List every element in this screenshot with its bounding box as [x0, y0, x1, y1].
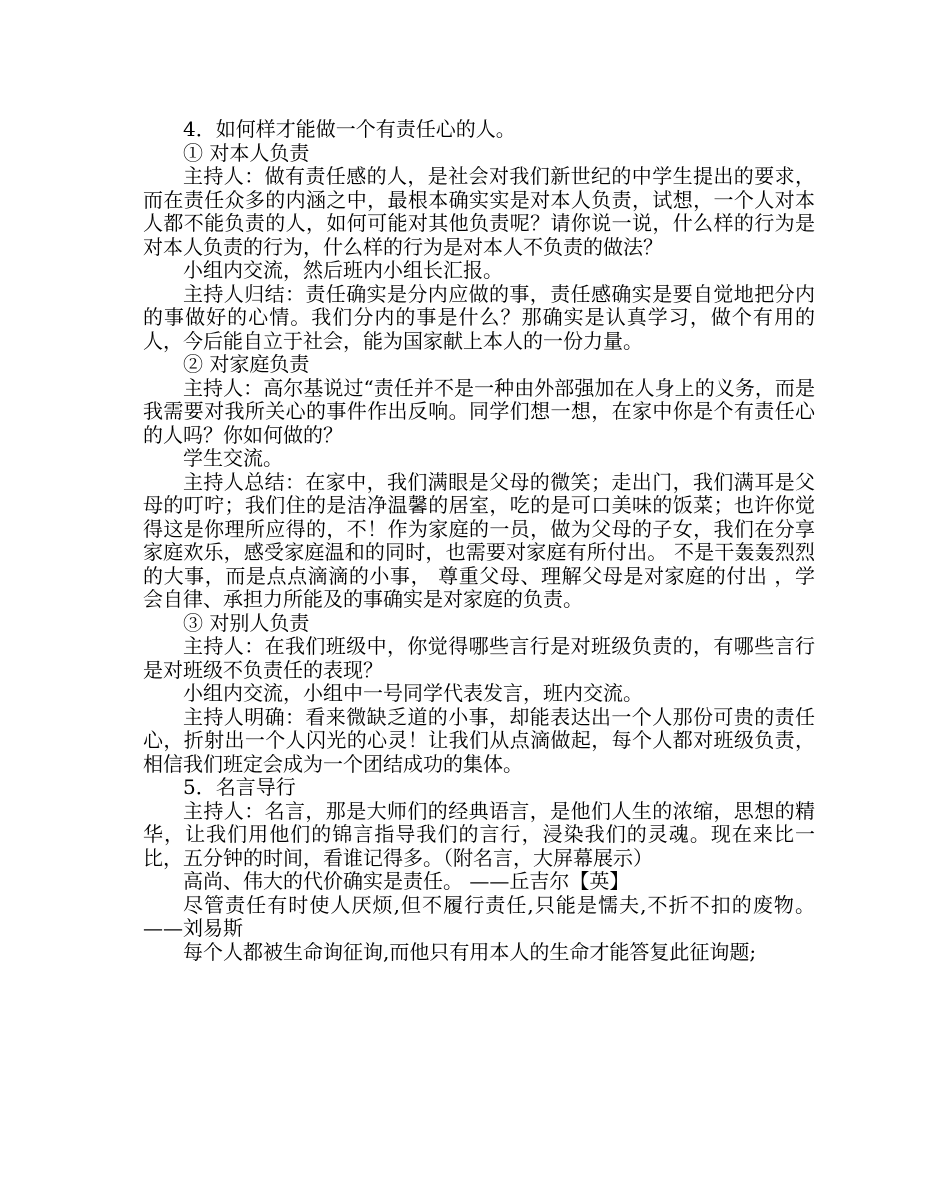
- paragraph: 主持人总结：在家中，我们满眼是父母的微笑；走出门，我们满耳是父母的叮咛；我们住的是洁净温馨的居室，吃的是可口美味的饭菜；也许你觉得这是你理所应得的，不！作为家庭的一员，做为父母的子女，我们在分享家庭欢乐，感受家庭温和的同时，也需要对家庭有所付出。 不是干轰轰烈烈的大事，而是点点滴滴的小事， 尊重父母、理解父母是对家庭的付出 ，学会自律、承担力所能及的事确实是对家庭的负责。: [143, 469, 815, 611]
- subheading-others: ③ 对别人负责: [183, 610, 310, 635]
- paragraph: 主持人归结：责任确实是分内应做的事，责任感确实是要自觉地把分内的事做好的心情。我们分内的事是什么？那确实是认真学习，做个有用的人，今后能自立于社会，能为国家献上本人的一份力量。: [143, 281, 815, 353]
- paragraph: 小组内交流，小组中一号同学代表发言，班内交流。: [183, 681, 643, 705]
- paragraph: 主持人明确：看来微缺乏道的小事，却能表达出一个人那份可贵的责任心，折射出一个人闪光的心灵！让我们从点滴做起，每个人都对班级负责，相信我们班定会成为一个团结成功的集体。: [143, 704, 815, 776]
- paragraph: 主持人：名言，那是大师们的经典语言，是他们人生的浓缩，思想的精华，让我们用他们的锦言指导我们的言行，浸染我们的灵魂。现在来比一比，五分钟的时间，看谁记得多。（附名言，大屏幕展示）: [143, 798, 815, 870]
- document-page: [143, 118, 815, 964]
- paragraph: 主持人：高尔基说过“责任并不是一种由外部强加在人身上的义务，而是我需要对我所关心的事件作出反响。同学们想一想，在家中你是个有责任心的人吗？你如何做的？: [143, 375, 815, 447]
- paragraph: 学生交流。: [183, 446, 283, 470]
- quote: 尽管责任有时使人厌烦,但不履行责任,只能是懦夫,不折不扣的废物。 ——刘易斯: [143, 892, 815, 940]
- quote: 高尚、伟大的代价确实是责任。 ——丘吉尔【英】: [183, 869, 630, 893]
- heading-5: 5．名言导行: [183, 775, 296, 799]
- subheading-family: ② 对家庭负责: [183, 352, 310, 376]
- paragraph: 小组内交流，然后班内小组长汇报。: [183, 258, 503, 282]
- heading-4: 4．如何样才能做一个有责任心的人。: [183, 117, 516, 141]
- paragraph: 主持人：做有责任感的人，是社会对我们新世纪的中学生提出的要求，而在责任众多的内涵之中，最根本确实实是对本人负责，试想，一个人对本人都不能负责的人，如何可能对其他负责呢？请你说一说，什么样的行为是对本人负责的行为，什么样的行为是对本人不负责的做法？: [143, 164, 815, 259]
- subheading-self: ① 对本人负责: [183, 140, 310, 165]
- quote: 每个人都被生命询征询,而他只有用本人的生命才能答复此征询题;: [183, 939, 757, 964]
- paragraph: 主持人：在我们班级中，你觉得哪些言行是对班级负责的，有哪些言行是对班级不负责任的表现？: [143, 634, 815, 682]
